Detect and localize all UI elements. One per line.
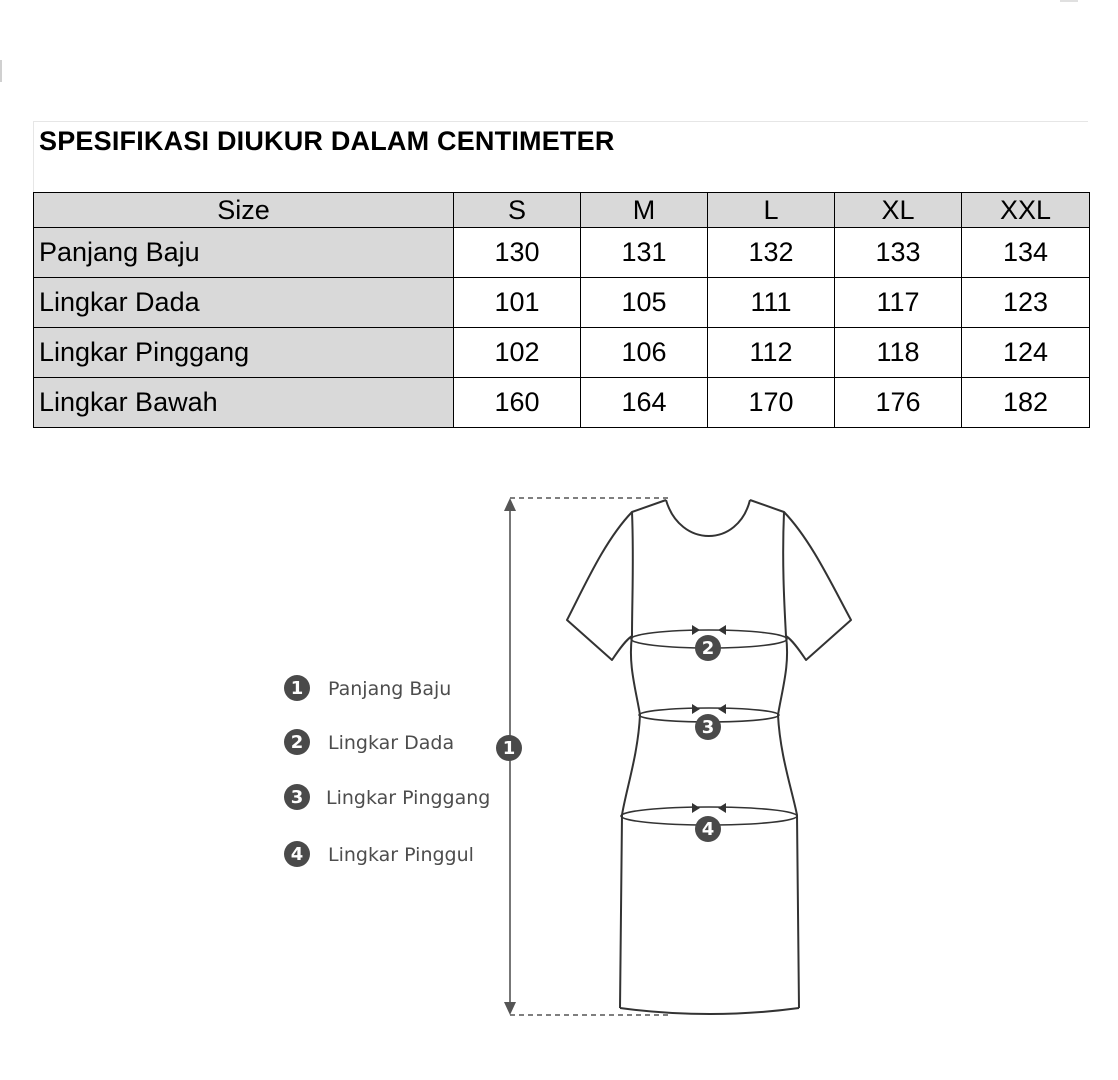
table-cell: 101 (454, 278, 581, 328)
table-header-row (34, 193, 1090, 228)
table-cell: 160 (454, 378, 581, 428)
legend-number: 4 (290, 844, 304, 865)
table-cell: 130 (454, 228, 581, 278)
legend-label: Lingkar Pinggang (326, 787, 491, 809)
table-cell: 102 (454, 328, 581, 378)
legend-number: 1 (290, 678, 304, 699)
table-cell: 182 (962, 378, 1090, 428)
left-edge-mark (0, 60, 2, 82)
legend (284, 675, 490, 867)
table-cell: 111 (708, 278, 835, 328)
hip-marker-number: 4 (701, 819, 715, 840)
dress-measurement-diagram (0, 440, 1118, 1080)
row-label: Lingkar Dada (34, 278, 454, 328)
table-cell: 170 (708, 378, 835, 428)
header-l: L (708, 193, 835, 228)
header-s: S (454, 193, 581, 228)
title-box (33, 121, 1088, 192)
top-edge-mark (1060, 0, 1078, 2)
table-cell: 164 (581, 378, 708, 428)
chest-marker-number: 2 (701, 638, 715, 659)
legend-item (284, 729, 454, 755)
table-cell: 133 (835, 228, 962, 278)
table-cell: 124 (962, 328, 1090, 378)
header-xxl: XXL (962, 193, 1090, 228)
table-row (34, 278, 1090, 328)
table-cell: 176 (835, 378, 962, 428)
table-cell: 117 (835, 278, 962, 328)
legend-label: Lingkar Pinggul (328, 844, 474, 866)
legend-item (284, 784, 490, 810)
table-cell: 105 (581, 278, 708, 328)
legend-number: 3 (290, 787, 304, 808)
row-label: Lingkar Pinggang (34, 328, 454, 378)
row-label: Panjang Baju (34, 228, 454, 278)
header-size: Size (34, 193, 454, 228)
table-cell: 131 (581, 228, 708, 278)
table-cell: 112 (708, 328, 835, 378)
legend-item (284, 841, 474, 867)
table-cell: 123 (962, 278, 1090, 328)
header-xl: XL (835, 193, 962, 228)
table-row (34, 378, 1090, 428)
table-cell: 106 (581, 328, 708, 378)
table-cell: 134 (962, 228, 1090, 278)
table-row (34, 228, 1090, 278)
length-measure (496, 498, 668, 1015)
table-cell: 132 (708, 228, 835, 278)
page-title: SPESIFIKASI DIUKUR DALAM CENTIMETER (39, 126, 615, 156)
size-chart-table (33, 192, 1090, 428)
header-m: M (581, 193, 708, 228)
legend-number: 2 (290, 732, 304, 753)
row-label: Lingkar Bawah (34, 378, 454, 428)
table-cell: 118 (835, 328, 962, 378)
legend-label: Panjang Baju (328, 678, 452, 700)
table-row (34, 328, 1090, 378)
length-marker-number: 1 (502, 738, 516, 759)
waist-marker-number: 3 (701, 717, 715, 738)
dress-outline (567, 500, 851, 1014)
legend-item (284, 675, 451, 701)
legend-label: Lingkar Dada (328, 732, 455, 754)
